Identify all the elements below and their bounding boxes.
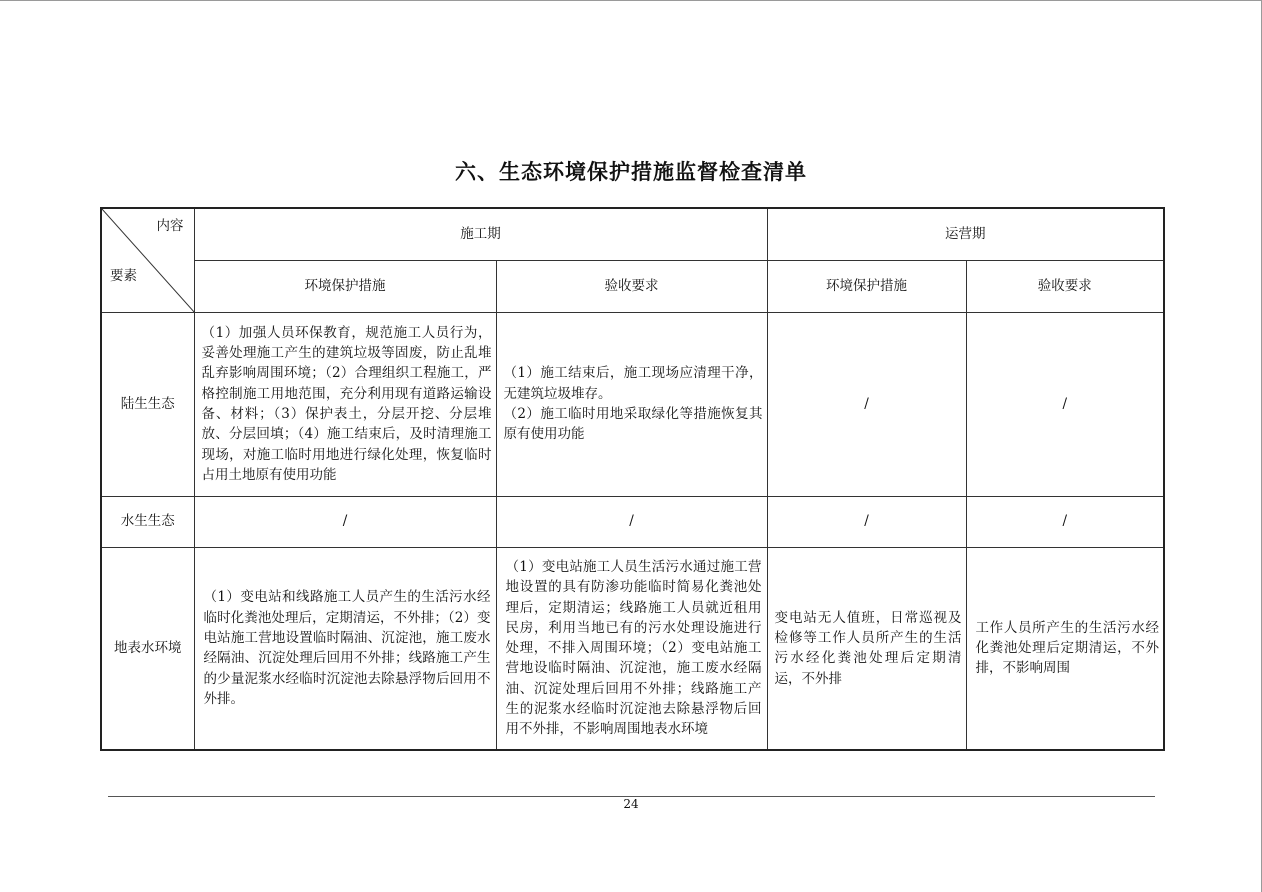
row-op-measures: 变电站无人值班，日常巡视及检修等工作人员所产生的生活污水经化粪池处理后定期清运，不外排 [767, 547, 966, 750]
row-element-surface-water: 地表水环境 [101, 547, 194, 750]
row-op-acceptance: / [966, 496, 1164, 547]
header-op-acceptance: 验收要求 [966, 260, 1164, 312]
header-row-2 [101, 260, 1164, 312]
diagonal-header-cell [101, 208, 194, 312]
header-op-measures: 环境保护措施 [767, 260, 966, 312]
row-op-acceptance: 工作人员所产生的生活污水经化粪池处理后定期清运，不外排，不影响周围 [966, 547, 1164, 750]
header-construction-period: 施工期 [194, 208, 767, 260]
table-row [101, 312, 1164, 496]
row-cons-measures: （1）加强人员环保教育，规范施工人员行为，妥善处理施工产生的建筑垃圾等固废，防止乱堆乱弃影响周围环境；（2）合理组织工程施工，严格控制施工用地范围，充分利用现有道路运输设备、材料；（3）保护表土，分层开挖、分层堆放、分层回填；（4）施工结束后，及时清理施工现场，对施工临时用地进行绿化处理，恢复临时占用土地原有使用功能 [194, 312, 496, 496]
row-cons-measures: （1）变电站和线路施工人员产生的生活污水经临时化粪池处理后，定期清运，不外排；（2）变电站施工营地设置临时隔油、沉淀池，施工废水经隔油、沉淀处理后回用不外排；线路施工产生的少量泥浆水经临时沉淀池去除悬浮物后回用不外排。 [194, 547, 496, 750]
supervision-checklist-table [100, 207, 1165, 751]
row-cons-acceptance: / [496, 496, 767, 547]
header-cons-measures: 环境保护措施 [194, 260, 496, 312]
row-op-measures: / [767, 312, 966, 496]
header-row-1 [101, 208, 1164, 260]
row-op-acceptance: / [966, 312, 1164, 496]
header-operation-period: 运营期 [767, 208, 1164, 260]
header-content-label: 内容 [156, 218, 184, 234]
page-frame-top [0, 0, 1262, 1]
row-cons-acceptance: （1）变电站施工人员生活污水通过施工营地设置的具有防渗功能临时简易化粪池处理后，定期清运；线路施工人员就近租用民房，利用当地已有的污水处理设施进行处理，不排入周围环境；（2）变电站施工营地设临时隔油、沉淀池，施工废水经隔油、沉淀处理后回用不外排；线路施工产生的泥浆水经临时沉淀池去除悬浮物后回用不外排，不影响周围地表水环境 [496, 547, 767, 750]
row-op-measures: / [767, 496, 966, 547]
row-cons-measures: / [194, 496, 496, 547]
header-cons-acceptance: 验收要求 [496, 260, 767, 312]
page-title: 六、生态环境保护措施监督检查清单 [455, 160, 807, 184]
row-cons-acceptance: （1）施工结束后，施工现场应清理干净，无建筑垃圾堆存。 （2）施工临时用地采取绿化等措施恢复其原有使用功能 [496, 312, 767, 496]
table-row [101, 496, 1164, 547]
row-element-aquatic: 水生生态 [101, 496, 194, 547]
row-element-terrestrial: 陆生生态 [101, 312, 194, 496]
header-element-label: 要素 [110, 268, 137, 284]
table-row [101, 547, 1164, 750]
page-number: 24 [623, 797, 639, 811]
